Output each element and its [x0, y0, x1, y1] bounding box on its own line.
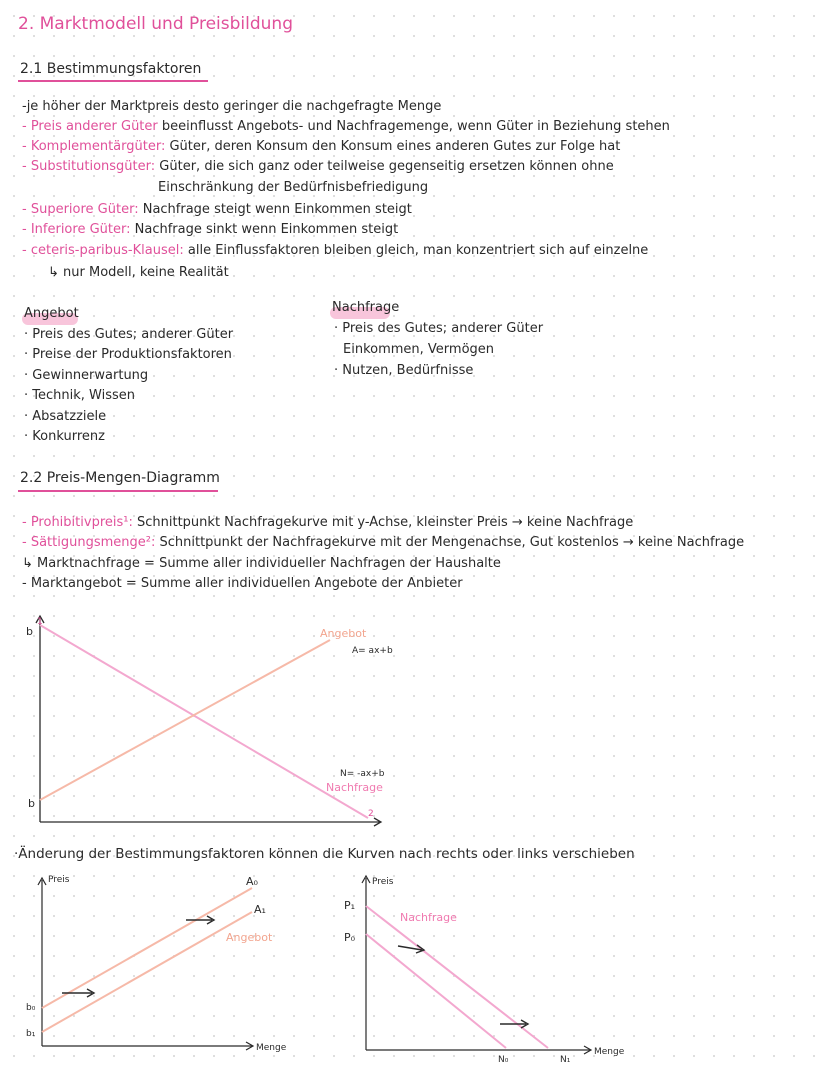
page-title: 2. Marktmodell und Preisbildung [18, 14, 293, 34]
text-line: - ceteris-paribus-Klausel: alle Einflussfaktoren bleiben gleich, man konzentriert sich auf einzelne [22, 243, 649, 258]
a0-label: A₀ [246, 875, 258, 888]
angebot-label: Angebot [320, 627, 367, 640]
angebot-title: Angebot [24, 306, 79, 321]
text-line: Einschränkung der Bedürfnisbefriedigung [158, 180, 429, 195]
b1-label: b₁ [26, 1029, 36, 1039]
n1-label: N₁ [560, 1055, 571, 1065]
list-item: · Preis des Gutes; anderer Güter [334, 321, 544, 336]
text-line: - Superiore Güter: Nachfrage steigt wenn Einkommen steigt [22, 202, 412, 217]
right-y-axis-label: Preis [372, 877, 394, 887]
y-axis-top-label: b [26, 625, 33, 638]
left-y-axis-label: Preis [48, 875, 70, 885]
nachfrage-title: Nachfrage [332, 300, 400, 315]
text-line: - Komplementärgüter: Güter, deren Konsum den Konsum eines anderen Gutes zur Folge hat [22, 139, 621, 154]
text-line: - Marktangebot = Summe aller individuellen Angebote der Anbieter [22, 576, 463, 591]
nachfrage-label: Nachfrage [326, 781, 383, 794]
list-item: · Preise der Produktionsfaktoren [24, 347, 232, 362]
angebot-curve-a0 [42, 888, 252, 1008]
angebot-formula: A= ax+b [352, 646, 393, 656]
angebot-curve-a1 [42, 912, 252, 1032]
list-item: · Technik, Wissen [24, 388, 135, 403]
nachfrage-curve-n1 [366, 906, 548, 1048]
p0-label: P₀ [344, 931, 356, 944]
list-item: · Nutzen, Bedürfnisse [334, 363, 474, 378]
list-item: · Gewinnerwartung [24, 368, 149, 383]
text-line: ·Änderung der Bestimmungsfaktoren können die Kurven nach rechts oder links verschieben [14, 846, 635, 862]
text-line: -je höher der Marktpreis desto geringer die nachgefragte Menge [22, 99, 442, 114]
list-item: Einkommen, Vermögen [343, 342, 495, 357]
text-line: ↳ nur Modell, keine Realität [48, 265, 229, 280]
nachfrage-formula: N= -ax+b [340, 769, 385, 779]
n0-label: N₀ [498, 1055, 509, 1065]
right-nachfrage-label: Nachfrage [400, 911, 457, 924]
nachfrage-curve [40, 625, 368, 818]
text-line: - Sättigungsmenge²: Schnittpunkt der Nachfragekurve mit der Mengenachse, Gut kostenlos → keine Nachfrage [22, 535, 745, 550]
left-x-axis-label: Menge [256, 1043, 287, 1053]
list-item: · Preis des Gutes; anderer Güter [24, 327, 234, 342]
prohibitivpreis-marker: 1 [37, 617, 43, 627]
text-line: ↳ Marktnachfrage = Summe aller individueller Nachfragen der Haushalte [22, 556, 501, 571]
text-line: - Inferiore Güter: Nachfrage sinkt wenn Einkommen steigt [22, 222, 399, 237]
section-heading-2-2: 2.2 Preis-Mengen-Diagramm [20, 470, 220, 486]
text-line: - Prohibitivpreis¹: Schnittpunkt Nachfragekurve mit y-Achse, kleinster Preis → keine Nachfrage [22, 515, 634, 530]
a1-label: A₁ [254, 903, 266, 916]
right-x-axis-label: Menge [594, 1047, 625, 1057]
y-axis-bottom-label: b [28, 797, 35, 810]
angebot-curve [40, 640, 330, 800]
left-angebot-label: Angebot [226, 931, 273, 944]
saettigungsmenge-marker: 2 [368, 809, 374, 819]
list-item: · Konkurrenz [24, 429, 105, 444]
nachfrage-curve-n0 [366, 934, 506, 1048]
text-line: - Substitutionsgüter: Güter, die sich ganz oder teilweise gegenseitig ersetzen können ohne [22, 159, 614, 174]
text-line: - Preis anderer Güter beeinflusst Angebots- und Nachfragemenge, wenn Güter in Beziehung stehen [22, 119, 670, 134]
p1-label: P₁ [344, 899, 356, 912]
b0-label: b₀ [26, 1003, 36, 1013]
section-heading-2-1: 2.1 Bestimmungsfaktoren [20, 61, 202, 77]
list-item: · Absatzziele [24, 409, 107, 424]
